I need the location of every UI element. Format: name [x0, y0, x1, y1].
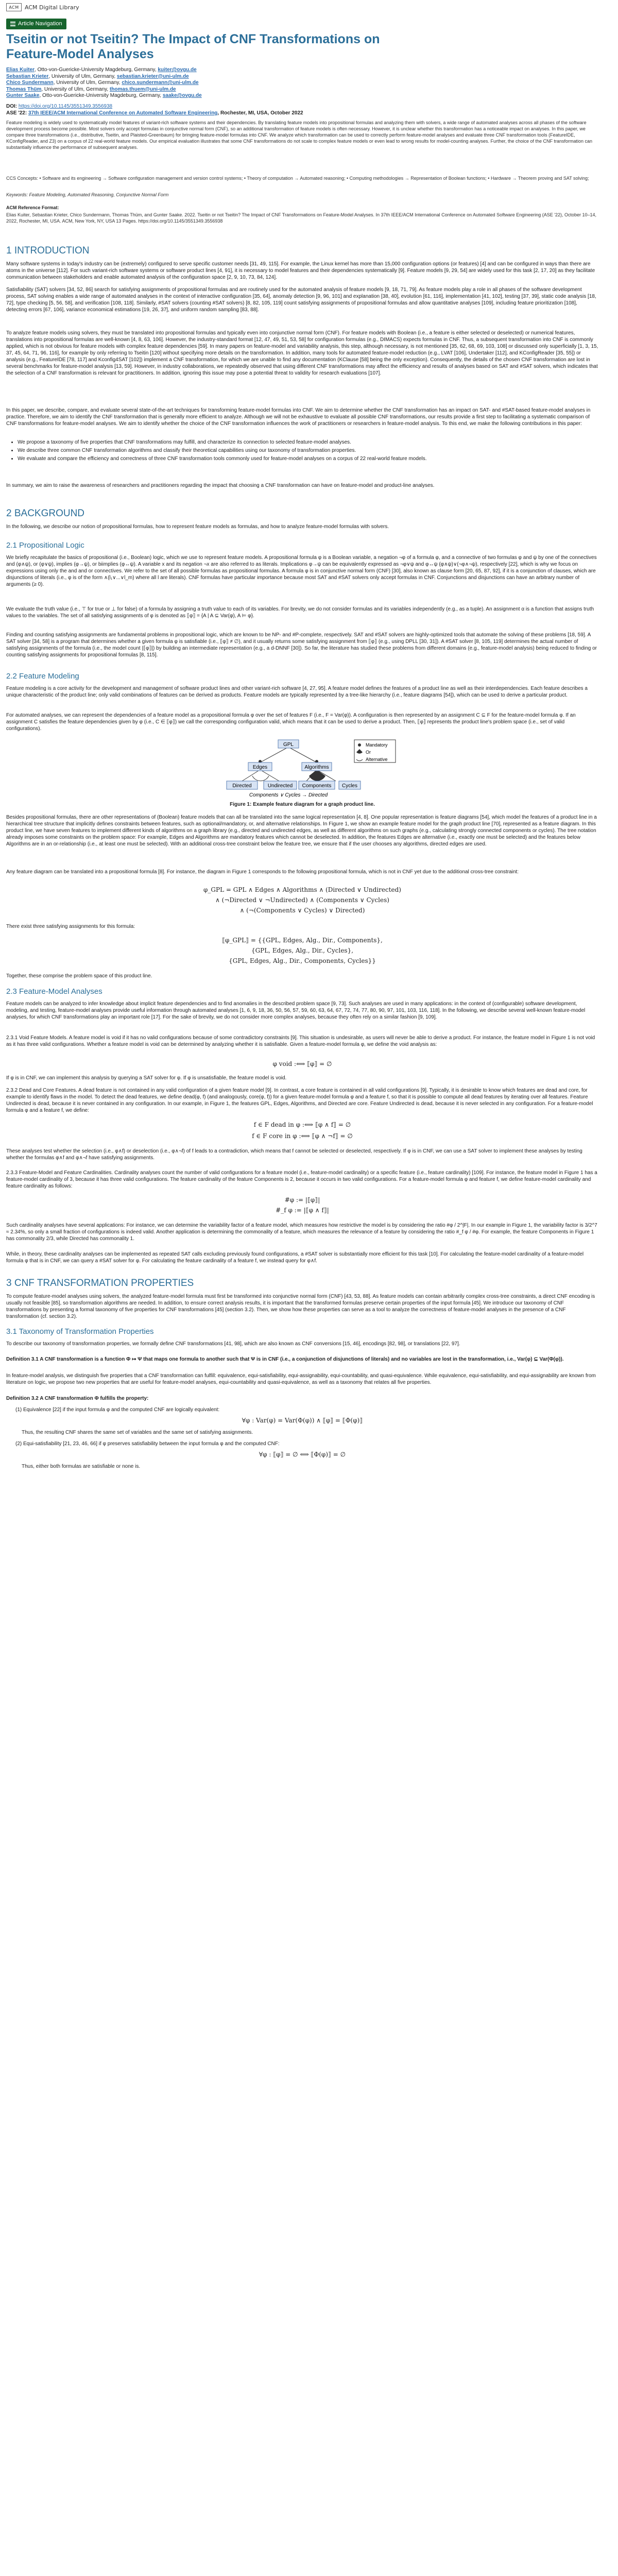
legend-entry: Or: [366, 750, 371, 755]
definition-item: (2) Equi-satisfiability [21, 23, 46, 66] if φ preserves satisfiability between the input formula φ and the computed CNF:: [15, 1441, 280, 1447]
paragraph: Any feature diagram can be translated into a propositional formula [8]. For instance, the diagram in Figure 1 corresponds to the following propositional formula, which is not in CNF yet due to the additional cross-tree constraint:: [6, 869, 519, 875]
paragraph: Thus, either both formulas are satisfiable or none is.: [22, 1464, 141, 1469]
section-heading-background[interactable]: 2 BACKGROUND: [6, 508, 85, 519]
author-affiliation: , University of Ulm, Germany,: [53, 80, 122, 86]
formula-line: #_f φ := |⟦φ ∧ f⟧|: [276, 1207, 329, 1214]
paragraph: In feature-model analysis, we distinguish five properties that a CNF transformation can fulfill: equivalence, equi-satisfiability, equi-assignability, equi-countability, and quasi-equivalence. While equivalence, equi-satisfiability, and equi-assignability are known from literature on logic, we propose two new properties that are useful for feature-model analyses, equi-countability and quasi-equivalence, as well as a taxonomy that relates all five properties.: [6, 1373, 596, 1385]
paragraph: In summary, we aim to raise the awareness of researchers and practitioners regarding the impact that choosing a CNF transformation can have on feature-model and product-line analyses.: [6, 483, 435, 488]
author-name[interactable]: Thomas Thüm: [6, 86, 42, 92]
paragraph: Such cardinality analyses have several applications: For instance, we can determine the variability factor of a feature model, which measures how restrictive the model is by considering the ratio #φ / 2^|F|. In our example in Figure 1, the variability factor is 3/2^7 ≈ 2.34%, so only a small fraction of configurations is indeed valid. Another application is determining the commonality of a feature, which measures the relevance of a feature by considering the ratio #_f φ / #φ. For example, the feature Components in Figure 1 has commonality 2/3, while Directed has commonality 1.: [6, 1223, 597, 1242]
paragraph: 2.3.2 Dead and Core Features. A dead feature is not contained in any valid configuration of a given feature model [9]. In contrast, a core feature is contained in all valid configurations [9]. Typically, it is desirable to know which features are dead and core, for example to identify flaws in the model. To detect the dead features, we define dead(φ, f) (and analogously, core(φ, f)) for a given feature-model formula φ and a feature f, so that it is possible to compute all dead features by iterating over all features. Feature Undirected is dead, because it is never contained in any configuration. In our example, in Figure 1, the features GPL, Edges, Algorithms, and Directed are core. Feature Undirected is dead, because it is never selected in any configuration. For a feature-model formula φ and a feature f, we define:: [6, 1088, 593, 1113]
formula-line: φ void :⟺ ⟦φ⟧ = ∅: [272, 1060, 332, 1067]
ccs-concepts: CCS Concepts: • Software and its engineering → Software configuration management and version control systems; • Theory of computation → Automated reasoning; • Computing methodologies → Representation of Boolean functions; • Hardware → Theorem proving and SAT solving;: [6, 176, 589, 181]
feature-node: Components: [302, 783, 332, 789]
formula-line: φ_GPL = GPL ∧ Edges ∧ Algorithms ∧ (Directed ∨ Undirected): [203, 886, 401, 893]
venue-suffix: , Rochester, MI, USA, October 2022: [217, 110, 303, 116]
author-entry: [6, 93, 470, 99]
author-name[interactable]: Chico Sundermann: [6, 80, 54, 86]
section-heading-cnf-properties[interactable]: 3 CNF TRANSFORMATION PROPERTIES: [6, 1278, 194, 1289]
list-item: • We propose a taxonomy of five properties that CNF transformations may fulfill, and characterize its connection to selected feature-model analyses.: [18, 439, 599, 446]
venue-link[interactable]: 37th IEEE/ACM International Conference on Automated Software Engineering: [28, 110, 218, 116]
author-name[interactable]: Elias Kuiter: [6, 67, 35, 73]
formula-line: f ∈ F core in φ :⟺ ⟦φ ∧ ¬f⟧ = ∅: [252, 1132, 353, 1140]
subsection-heading[interactable]: 2.1 Propositional Logic: [6, 541, 84, 550]
author-entry: [6, 87, 470, 93]
legend-entry: Alternative: [366, 757, 388, 762]
definition: Definition 3.1 A CNF transformation is a function Φ ↦ Ψ that maps one formula to another such that Ψ is in CNF (i.e., a conjunction of disjunctions of literals) and no variables are lost in the transformation, i.e., Var(φ) ⊆ Var(Φ(φ)).: [6, 1357, 564, 1362]
paragraph: Feature modeling is a core activity for the development and management of software product lines and other variant-rich software [4, 27, 95]. A feature model defines the features of a product line as well as their interdependencies. Each feature describes a unique characteristic of the product line; only valid combinations of features can be derived as products. Feature models are typically represented by a tree-like hierarchy (i.e., feature diagrams [54]), which can be used to derive a particular product.: [6, 686, 588, 698]
paragraph: Finding and counting satisfying assignments are fundamental problems in propositional logic, which are known to be NP- and #P-complete, respectively. SAT and #SAT solvers are highly-optimized tools that automate the solving of these problems [18, 59]. A SAT solver [34, 58] is a program that determines whether a given formula φ is satisfiable (i.e., ⟦φ⟧ ≠ ∅), and it usually returns some satisfying assignment from ⟦φ⟧ (e.g., using DPLL [30, 31]). A #SAT solver [8, 105, 119] determines the actual number of satisfying assignments of the formula (i.e., the model count |⟦φ⟧|) by building an intermediate representation (e.g., a d-DNNF [30]). So far, the literature has studied these problems from different domains (e.g., feature-model analysis) being reduced to finding or counting satisfying assignments for propositional formulas [8, 115].: [6, 632, 597, 658]
subsection-heading[interactable]: 2.3 Feature-Model Analyses: [6, 987, 102, 996]
abstract: Feature modeling is widely used to systematically model features of variant-rich software systems and their dependencies. By translating feature models into propositional formulas and analyzing them with solvers, a wide range of automated analyses across all phases of the software development process become possible. Most solvers only accept formulas in conjunctive normal form (CNF), so an additional transformation of feature models is often necessary. However, it is unclear whether this transformation has a noticeable impact on analyses. In this paper, we compare three transformations (i.e., distributive, Tseitin, and Plaisted-Greenbaum) for bringing feature-model formulas into CNF. We analyze which transformation can be used to correctly perform feature-model analyses and evaluate three CNF transformation tools (FeatureIDE, KConfigReader, and Z3) on a corpus of 22 real-world feature models. Our empirical evaluation illustrates that some CNF transformations do not scale to complex feature models or even lead to wrong results for model-counting analyses. Further, the choice of the CNF transformation can substantially influence the performance of subsequent analyses.: [6, 120, 593, 150]
acm-logo-text: ACM Digital Library: [25, 4, 79, 11]
formula-line: #φ := |⟦φ⟧|: [284, 1196, 320, 1204]
menu-icon: [10, 21, 15, 27]
paragraph: In this paper, we describe, compare, and evaluate several state-of-the-art techniques for transforming feature-model formulas into CNF. We aim to determine whether the CNF transformation has an impact on SAT- and #SAT-based feature-model analyses in practice. Therefore, we aim to identify the CNF transformation that is generally more efficient to analyze. Although we will not be exhaustive to evaluate all possible CNF transformations, our results provide a first step to facilitating a systematic comparison of CNF transformations for feature-model analyses. We aim to identify whether the choice of the CNF transformation influences the work of practitioners or researchers in feature-model analysis. To this end, we make the following contributions in this paper:: [6, 408, 591, 427]
formula-line: ∧ (¬Directed ∨ ¬Undirected) ∧ (Components ∨ Cycles): [215, 896, 389, 904]
author-affiliation: , Otto-von-Guericke-University Magdeburg, Germany,: [35, 67, 158, 73]
venue-prefix: ASE '22:: [6, 110, 28, 116]
author-email[interactable]: sebastian.krieter@uni-ulm.de: [116, 73, 189, 79]
paragraph: If φ is in CNF, we can implement this analysis by querying a SAT solver for φ. If φ is unsatisfiable, the feature model is void.: [6, 1075, 287, 1081]
doi-label: DOI:: [6, 104, 19, 109]
doi-link[interactable]: https://doi.org/10.1145/3551349.3556938: [18, 104, 113, 109]
formula-line: ∧ (¬(Components ∨ Cycles) ∨ Directed): [239, 907, 365, 914]
paragraph: To describe our taxonomy of transformation properties, we formally define CNF transformations [41, 98], which are also known as CNF conversions [15, 46], encodings [82, 98], or translations [22, 97].: [6, 1341, 460, 1347]
author-list: [6, 67, 470, 99]
paragraph: Satisfiability (SAT) solvers [34, 52, 86] search for satisfying assignments of propositional formulas and are routinely used for the automated analysis of feature models [9, 18, 71, 79]. As feature models play a role in all phases of the software development process, SAT solving enables a wide range of automated analyses in the context of interactive configuration [35, 64], anomaly detection [9, 96, 101] and explanation [38, 40], evolution [61, 116], implementation [41, 102], testing [37, 39], static code analysis [18, 72], type checking [5, 56, 58], and verification [108, 118]. Similarly, #SAT solvers (counting #SAT solvers) [8, 82, 105, 119] count satisfying assignments of propositional formulas and allow quantitative analyses [109], including feature prioritization [108], detecting errors [67, 106], variance economical estimations [19, 26, 37], and uniform random sampling [83, 88].: [6, 287, 596, 313]
formula-line: f ∈ F dead in φ :⟺ ⟦φ ∧ f⟧ = ∅: [253, 1121, 351, 1128]
article-navigation-button[interactable]: [6, 19, 66, 29]
reference-format: Elias Kuiter, Sebastian Krieter, Chico Sundermann, Thomas Thüm, and Gunter Saake. 2022. Tseitin or not Tseitin? The Impact of CNF Transformations on Feature-Model Analyses. In 37th IEEE/ACM International Conference on Automated Software Engineering (ASE '22), October 10–14, 2022, Rochester, MI, USA. ACM, New York, NY, USA 13 Pages. https://doi.org/10.1145/3551349.3556938: [6, 212, 597, 224]
feature-node: Cycles: [341, 783, 358, 789]
author-name[interactable]: Gunter Saake: [6, 93, 40, 98]
definition: Definition 3.2 A CNF transformation Φ fulfills the property:: [6, 1396, 149, 1401]
paragraph: While, in theory, these cardinality analyses can be implemented as repeated SAT calls excluding previously found configurations, a #SAT solver is substantially more efficient for this task [10]. For calculating the feature-model cardinality of a feature-model formula φ that is in CNF, we can query a #SAT solver for φ. For calculating the feature cardinality of a feature f, we instead query for φ∧f.: [6, 1251, 584, 1264]
formula-line: {GPL, Edges, Alg., Dir., Components, Cycles}}: [229, 957, 376, 964]
paragraph: Many software systems in today's industry can be (extremely) configured to serve specific customer needs [31, 49, 115]. For example, the Linux kernel has more than 15,000 configuration options (or features) [4] and can be configured in ways than there are atoms in the universe [112]. For such variant-rich software systems or software product lines [4, 91], it is necessary to model features and their dependencies systematically [9]. Feature models [9, 29, 54] are widely used for this task [2, 17, 20] as they facilitate communication between stakeholders and enable automated analysis of the configuration space [2, 9, 10, 73, 84, 124].: [6, 261, 595, 280]
author-email[interactable]: kuiter@ovgu.de: [158, 67, 197, 73]
paragraph: In the following, we describe our notion of propositional formulas, how to represent feature models as formulas, and how to analyze feature-model formulas with solvers.: [6, 524, 389, 530]
subsection-heading[interactable]: 2.2 Feature Modeling: [6, 672, 79, 681]
keywords: Keywords: Feature Modeling, Automated Reasoning, Conjunctive Normal Form: [6, 192, 169, 197]
paragraph: There exist three satisfying assignments for this formula:: [6, 924, 135, 929]
figure-caption: Figure 1: Example feature diagram for a graph product line.: [230, 802, 375, 807]
paragraph: We briefly recapitulate the basics of propositional (i.e., Boolean) logic, which we use to represent feature models. A propositional formula φ is a Boolean variable, a negation ¬φ of a formula φ, and a connective of two formulas φ and ψ by one of the connectives and (φ∧ψ), or (φ∨ψ), implies (φ→ψ), or biimplies (φ↔ψ). A variable x and its negation ¬x are also referred to as literals. Implications φ→ψ can be equivalently expressed as ¬φ∨ψ and φ↔ψ (φ∧ψ)∨(¬φ∧¬ψ), respectively [22], which is why we focus on expressions using only the and and or connectives. We refer to the set of all possible formulas as propositional formulas. A formula φ is in conjunctive normal form (CNF) [30], also known as clause form [20, 65, 87, 92], if it is a conjunction of clauses, which are disjunctions of literals (i.e., φ is of the form ∧(l₁∨...∨l_m) where all l are literals). CNF formulas have particular importance because most SAT and #SAT solvers only accept formulas in CNF. Conjunctions and disjunctions can have an arbitrary number of arguments (≥ 0).: [6, 555, 597, 587]
formula-line: {GPL, Edges, Alg., Dir., Cycles},: [251, 947, 354, 954]
contribution-list: [6, 439, 599, 464]
author-affiliation: , Otto-von-Guericke-University Magdeburg, Germany,: [39, 93, 163, 98]
author-entry: [6, 80, 470, 87]
paragraph: Feature models can be analyzed to infer knowledge about implicit feature dependencies and to find anomalies in the described problem space [9, 73]. Such analyses are used in many applications: in the context of (configurable) software development, modeling, and testing, feature-model analyses provide useful information through automated analyses [1, 6, 9, 18, 36, 50, 56, 57, 59, 60, 63, 64, 67, 72, 74, 77, 80, 90, 97, 101, 103, 116, 118]. In the following, we describe several well-known feature-model analyses, for which CNF transformations play an important role [17]. For the sake of brevity, we do not consider more complex analyses, because they often rely on a similar fashion [9, 109].: [6, 1001, 586, 1020]
paragraph: Together, these comprise the problem space of this product line.: [6, 973, 152, 979]
author-affiliation: , University of Ulm, Germany,: [41, 86, 110, 92]
feature-node: Undirected: [267, 783, 293, 789]
paragraph: 2.3.1 Void Feature Models. A feature model is void if it has no valid configurations because of some contradictory constraints [9]. This situation is undesirable, as users will never be able to derive a product. For instance, the feature model in Figure 1 is not void as it has three valid configurations. Whether a feature model is void can be determined by analyzing whether it is satisfiable. Given a feature-model formula φ, we define the void analysis as:: [6, 1035, 595, 1047]
author-email[interactable]: thomas.thuem@uni-ulm.de: [109, 86, 176, 92]
section-heading-introduction[interactable]: 1 INTRODUCTION: [6, 245, 90, 256]
legend-entry: Mandatory: [366, 742, 388, 748]
paragraph: Thus, the resulting CNF shares the same set of variables and the same set of satisfying assignments.: [22, 1430, 253, 1435]
reference-format-heading: ACM Reference Format:: [6, 205, 59, 210]
definition-item: (1) Equivalence [22] if the input formula φ and the computed CNF are logically equivalent:: [15, 1407, 220, 1413]
doi-block: [6, 103, 303, 116]
author-entry: [6, 74, 470, 80]
acm-logo[interactable]: [6, 3, 79, 11]
author-entry: [6, 67, 470, 74]
author-affiliation: , University of Ulm, Germany,: [48, 73, 117, 79]
formula-line: ⟦φ_GPL⟧ = {{GPL, Edges, Alg., Dir., Components},: [222, 937, 383, 944]
article-navigation-label: Article Navigation: [18, 21, 62, 27]
feature-node: Directed: [232, 783, 252, 789]
cross-tree-constraint: Components ∨ Cycles → Directed: [249, 792, 328, 798]
feature-node: Edges: [252, 765, 268, 770]
feature-diagram: [6, 736, 598, 798]
feature-node: Algorithms: [304, 765, 329, 770]
paragraph: These analyses test whether the selection (i.e., φ∧f) or deselection (i.e., φ∧¬f) of f leads to a contradiction, which means that f cannot be selected or deselected, respectively. If φ is in CNF, we can use a SAT solver to implement these analyses by testing whether the formulas φ∧f and φ∧¬f have satisfying assignments.: [6, 1148, 582, 1161]
list-item: • We describe three common CNF transformation algorithms and classify their theoretical capabilities using our taxonomy of transformation properties.: [18, 447, 599, 454]
feature-node: GPL: [283, 742, 294, 748]
formula-line: ∀φ : ⟦φ⟧ = ∅ ⟺ ⟦Φ(φ)⟧ = ∅: [259, 1451, 346, 1458]
paragraph: To compute feature-model analyses using solvers, the analyzed feature-model formula must first be transformed into conjunctive normal form (CNF) [43, 53, 88]. As feature models can contain arbitrarily complex cross-tree constraints, a direct CNF encoding is usually not feasible [85], so transformation algorithms are needed. In addition, to ensure correct analysis results, it is important that the transformed formulas preserve certain properties of the input formula [45]. We introduce our taxonomy of CNF transformations by presenting a formal taxonomy of five properties for CNF transformations [45] (section 3.2). Then, we show how these properties can serve as a tool to analyze the correctness of feature-model analyses in the presence of a CNF transformation (cf. section 3.2).: [6, 1294, 595, 1319]
author-email[interactable]: chico.sundermann@uni-ulm.de: [122, 80, 199, 86]
page-title: Tseitin or not Tseitin? The Impact of CNF Transformations on Feature-Model Analyses: [6, 32, 380, 61]
paragraph: Besides propositional formulas, there are other representations of (Boolean) feature models that can all be translated into the same logical representation [4, 8]. One popular representation is feature diagrams [54], which model the features of a product line in a hierarchical tree structure that implicitly defines constraints between features, such as optional/mandatory, or, and alternative relationships. In Figure 1, we show an example feature model for the graph product line [70], represented as a feature diagram. In this product line, we have seven features to implement different kinds of algorithms on a graph library (e.g., directed and undirected edges, as well as different algorithms on such graphs (e.g., calculating strongly connected components or cycles). The tree notation already imposes some constraints on the problem space: For example, Edges and Algorithms are mandatory features which cannot be deselected. In addition, the features Edges are alternative (i.e., exactly one must be selected) and the features below Algorithms are in an or-relationship (i.e., at least one must be selected). With an additional cross-tree constraint below the feature tree, we ensure that if the user chooses any algorithms, directed edges are used.: [6, 815, 597, 847]
paragraph: To analyze feature models using solvers, they must be translated into propositional formulas and typically even into conjunctive normal form (CNF). For feature models with Boolean (i.e., a feature is either selected or deselected) or numerical features, translations into propositional formulas are well-known [4, 8, 63, 106]. However, the industry-standard format [12, 47, 49, 51, 53, 58] for configuration formulas (e.g., DIMACS) expects formulas in CNF. Thus, a subsequent transformation into CNF is commonly applied, which is not obvious for feature models with complex feature dependencies [59]. In many papers on feature-model and variability analysis, this step, although necessary, is not mentioned [35, 62, 68, 69, 103, 108] or discussed only superficially [1, 3, 15, 37, 45, 64, 71, 96, 116], for example by only referring to Tseitin [120] without specifying more details on the transformation. In addition, many tools for automated feature-model reduction (e.g., LVAT [106], Undertaker [112], and KConfigReader [35, 55]) or analysis (e.g., FeatureIDE [78, 117] and Kconfig4SAT [102]) implement a CNF transformation, for which we are unable to find any documentation (KClause [58] being the only exception). Consequently, the details of the chosen CNF transformation are lost in several benchmarks for feature-model analysis [13, 59]. However, in industry collaborations, we repeatedly observed that using different CNF transformations may affect the efficiency and results of analyses based on SAT and #SAT solvers, which indicates that the selection of a CNF transformation is relevant for practitioners. In addition, ignoring this issue may pose a potential threat to validity for research evaluations [107].: [6, 330, 598, 376]
paragraph: For automated analyses, we can represent the dependencies of a feature model as a propositional formula φ over the set of features F (i.e., F = Var(φ)). A configuration is then represented by an assignment C ⊆ F for the feature-model formula φ. If an assignment C satisfies the feature dependencies given by φ (i.e., C ∈ ⟦φ⟧) we call the corresponding configuration valid, which means that it can be used to derive a product. Then, ⟦φ⟧ represents the product line's problem space (i.e., set of valid configurations).: [6, 713, 576, 732]
acm-mark-icon: ACM: [6, 3, 22, 11]
feature-diagram-figure: [6, 736, 598, 798]
paragraph: 2.3.3 Feature-Model and Feature Cardinalities. Cardinality analyses count the number of valid configurations for a feature model (i.e., feature-model cardinality) or a specific feature (i.e., feature cardinality) [109]. For instance, the feature model in Figure 1 has a feature-model cardinality of 3, because it has three valid configurations. The feature cardinality of the feature Components is 2, because it occurs in two valid configurations. For a feature-model formula φ and feature f, we define feature-model cardinality and feature cardinality as follows:: [6, 1170, 597, 1189]
list-item: • We evaluate and compare the efficiency and correctness of three CNF transformation tools commonly used for feature-model analyses on a corpus of 22 real-world feature models.: [18, 455, 599, 462]
author-email[interactable]: saake@ovgu.de: [162, 93, 202, 98]
subsection-heading[interactable]: 3.1 Taxonomy of Transformation Properties: [6, 1327, 154, 1336]
formula-line: ∀φ : Var(φ) = Var(Φ(φ)) ∧ ⟦φ⟧ = ⟦Φ(φ)⟧: [242, 1417, 363, 1424]
mandatory-icon: [358, 743, 361, 747]
paragraph: We evaluate the truth value (i.e., ⊤ for true or ⊥ for false) of a formula by assigning a truth value to each of its variables. For brevity, we do not consider formulas and its variables independently (e.g., as a tuple). An assignment α is a function that assigns truth values to the variables. The set of all satisfying assignments of φ is denoted as ⟦φ⟧ = {A | A ⊆ Var(φ), A ⊨ φ}.: [6, 606, 594, 619]
author-name[interactable]: Sebastian Krieter: [6, 73, 49, 79]
